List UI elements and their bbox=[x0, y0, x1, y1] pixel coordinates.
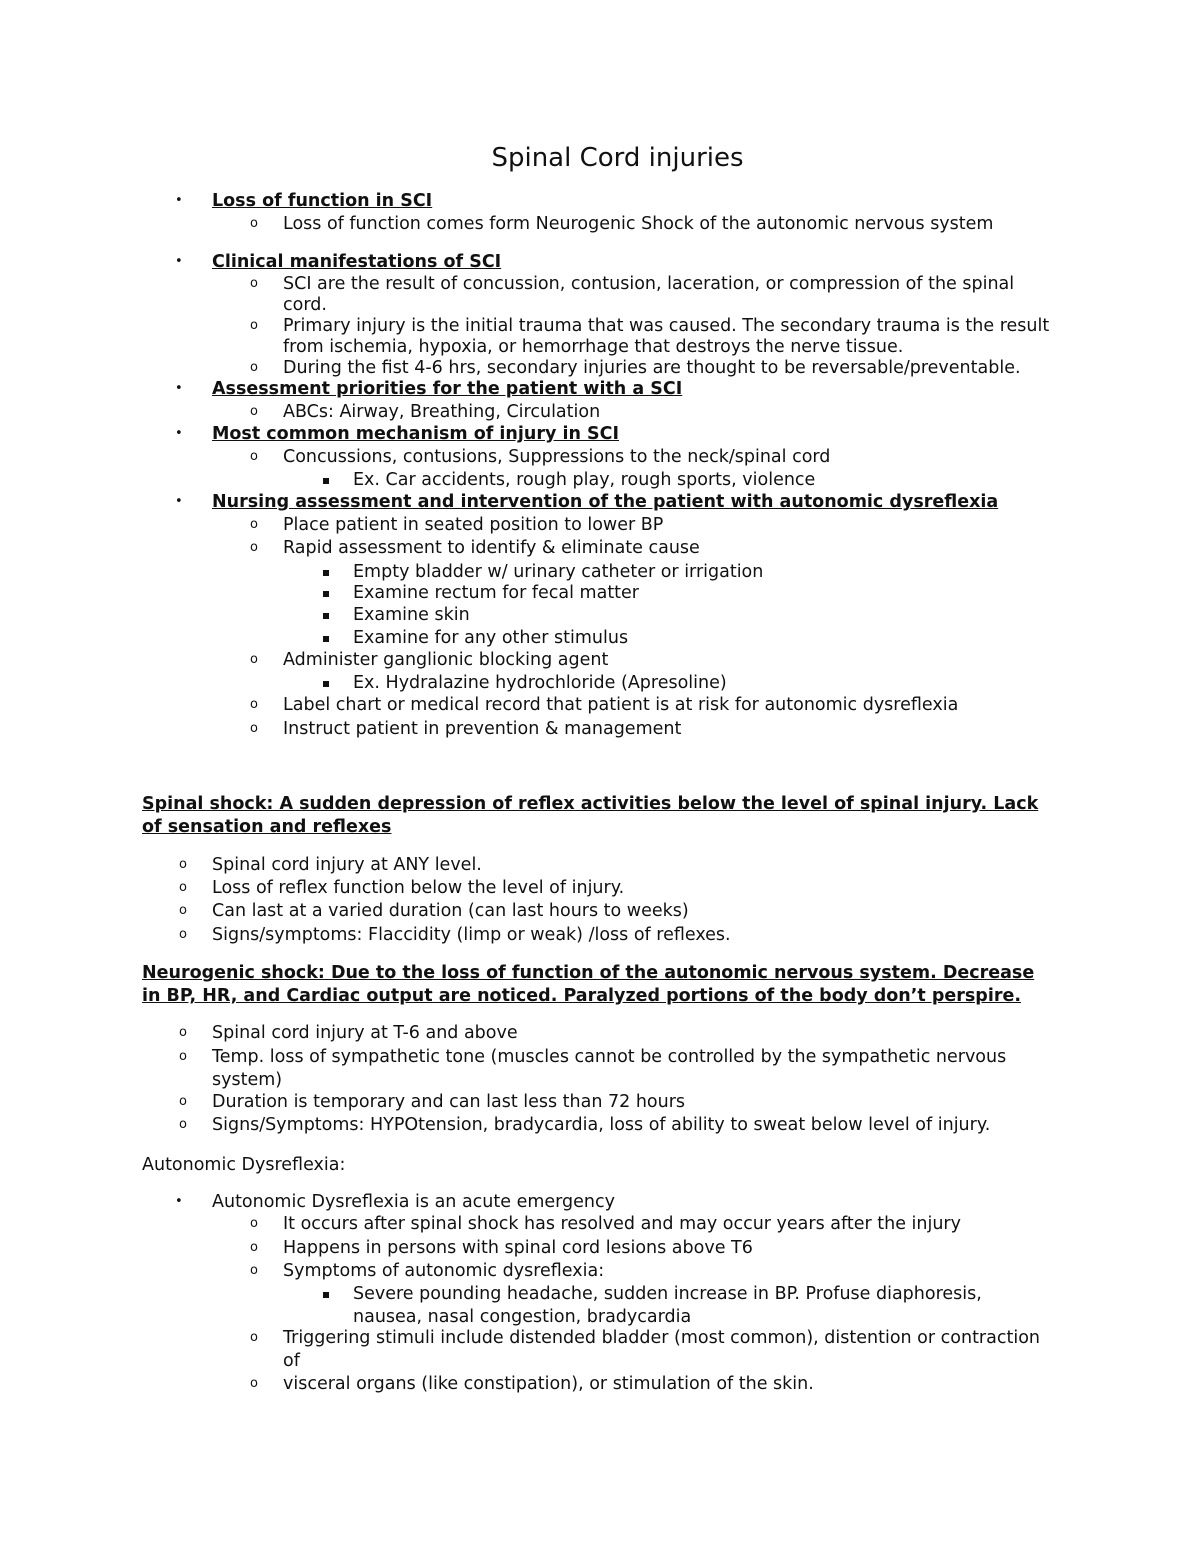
list-item-text: Place patient in seated position to lower BP bbox=[283, 515, 664, 535]
disc-bullet-icon: • bbox=[175, 381, 183, 396]
list-item-text: Severe pounding headache, sudden increase in BP. Profuse diaphoresis, bbox=[353, 1284, 982, 1304]
square-bullet-icon bbox=[323, 570, 329, 576]
circle-bullet-icon: o bbox=[250, 517, 258, 532]
section-heading: Most common mechanism of injury in SCI bbox=[212, 424, 619, 444]
page-title: Spinal Cord injuries bbox=[491, 143, 744, 173]
list-item-text: system) bbox=[212, 1070, 283, 1090]
list-item-text: Spinal cord injury at T-6 and above bbox=[212, 1023, 518, 1043]
list-item-text: Primary injury is the initial trauma that was caused. The secondary trauma is the result bbox=[283, 316, 1050, 336]
list-item-text: During the fist 4-6 hrs, secondary injuries are thought to be reversable/preventable. bbox=[283, 358, 1021, 378]
list-item-text: Signs/Symptoms: HYPOtension, bradycardia, loss of ability to sweat below level of injury. bbox=[212, 1115, 991, 1135]
circle-bullet-icon: o bbox=[250, 449, 258, 464]
list-item-text: Temp. loss of sympathetic tone (muscles cannot be controlled by the sympathetic nervous bbox=[212, 1047, 1007, 1067]
list-item-text: cord. bbox=[283, 295, 327, 315]
circle-bullet-icon: o bbox=[179, 1025, 187, 1040]
list-item-text: Label chart or medical record that patient is at risk for autonomic dysreflexia bbox=[283, 695, 959, 715]
list-item-text: Instruct patient in prevention & management bbox=[283, 719, 682, 739]
disc-bullet-icon: • bbox=[175, 426, 183, 441]
list-item-text: Spinal cord injury at ANY level. bbox=[212, 855, 482, 875]
circle-bullet-icon: o bbox=[179, 927, 187, 942]
circle-bullet-icon: o bbox=[179, 903, 187, 918]
circle-bullet-icon: o bbox=[250, 540, 258, 555]
list-item-text: Administer ganglionic blocking agent bbox=[283, 650, 609, 670]
section-heading: Spinal shock: A sudden depression of reflex activities below the level of spinal injury. Lack bbox=[142, 794, 1039, 814]
list-item-text: Examine skin bbox=[353, 605, 470, 625]
list-item-text: of bbox=[283, 1351, 300, 1371]
list-item-text: Concussions, contusions, Suppressions to the neck/spinal cord bbox=[283, 447, 831, 467]
disc-bullet-icon: • bbox=[175, 254, 183, 269]
list-item-text: SCI are the result of concussion, contusion, laceration, or compression of the spinal bbox=[283, 274, 1015, 294]
circle-bullet-icon: o bbox=[250, 697, 258, 712]
list-item-text: nausea, nasal congestion, bradycardia bbox=[353, 1307, 692, 1327]
circle-bullet-icon: o bbox=[250, 1376, 258, 1391]
circle-bullet-icon: o bbox=[250, 216, 258, 231]
square-bullet-icon bbox=[323, 1292, 329, 1298]
list-item-text: It occurs after spinal shock has resolved and may occur years after the injury bbox=[283, 1214, 961, 1234]
list-item-text: Ex. Car accidents, rough play, rough sports, violence bbox=[353, 470, 816, 490]
list-item-text: Duration is temporary and can last less than 72 hours bbox=[212, 1092, 686, 1112]
list-item-text: Symptoms of autonomic dysreflexia: bbox=[283, 1261, 605, 1281]
list-item-text: ABCs: Airway, Breathing, Circulation bbox=[283, 402, 601, 422]
list-item-text: Autonomic Dysreflexia is an acute emergency bbox=[212, 1192, 615, 1212]
circle-bullet-icon: o bbox=[250, 1330, 258, 1345]
section-heading: in BP, HR, and Cardiac output are noticed. Paralyzed portions of the body don’t perspire. bbox=[142, 986, 1021, 1006]
section-heading: of sensation and reflexes bbox=[142, 817, 392, 837]
square-bullet-icon bbox=[323, 591, 329, 597]
disc-bullet-icon: • bbox=[175, 494, 183, 509]
list-item-text: Autonomic Dysreflexia: bbox=[142, 1155, 346, 1175]
list-item-text: Examine for any other stimulus bbox=[353, 628, 629, 648]
square-bullet-icon bbox=[323, 681, 329, 687]
section-heading: Loss of function in SCI bbox=[212, 191, 433, 211]
section-heading: Nursing assessment and intervention of the patient with autonomic dysreflexia bbox=[212, 492, 999, 512]
list-item-text: Loss of reflex function below the level of injury. bbox=[212, 878, 625, 898]
disc-bullet-icon: • bbox=[175, 1194, 183, 1209]
circle-bullet-icon: o bbox=[179, 1117, 187, 1132]
disc-bullet-icon: • bbox=[175, 193, 183, 208]
circle-bullet-icon: o bbox=[250, 360, 258, 375]
circle-bullet-icon: o bbox=[250, 1263, 258, 1278]
list-item-text: from ischemia, hypoxia, or hemorrhage that destroys the nerve tissue. bbox=[283, 337, 904, 357]
circle-bullet-icon: o bbox=[250, 1216, 258, 1231]
list-item-text: Loss of function comes form Neurogenic Shock of the autonomic nervous system bbox=[283, 214, 994, 234]
list-item-text: Can last at a varied duration (can last hours to weeks) bbox=[212, 901, 689, 921]
list-item-text: Rapid assessment to identify & eliminate cause bbox=[283, 538, 700, 558]
list-item-text: Examine rectum for fecal matter bbox=[353, 583, 640, 603]
circle-bullet-icon: o bbox=[179, 857, 187, 872]
list-item-text: Signs/symptoms: Flaccidity (limp or weak) /loss of reflexes. bbox=[212, 925, 731, 945]
list-item-text: visceral organs (like constipation), or stimulation of the skin. bbox=[283, 1374, 814, 1394]
circle-bullet-icon: o bbox=[250, 276, 258, 291]
section-heading: Neurogenic shock: Due to the loss of function of the autonomic nervous system. Decrease bbox=[142, 963, 1035, 983]
circle-bullet-icon: o bbox=[250, 318, 258, 333]
circle-bullet-icon: o bbox=[250, 721, 258, 736]
list-item-text: Empty bladder w/ urinary catheter or irrigation bbox=[353, 562, 764, 582]
section-heading: Assessment priorities for the patient with a SCI bbox=[212, 379, 683, 399]
list-item-text: Triggering stimuli include distended bladder (most common), distention or contraction bbox=[283, 1328, 1040, 1348]
section-heading: Clinical manifestations of SCI bbox=[212, 252, 502, 272]
list-item-text: Happens in persons with spinal cord lesions above T6 bbox=[283, 1238, 753, 1258]
circle-bullet-icon: o bbox=[179, 880, 187, 895]
square-bullet-icon bbox=[323, 613, 329, 619]
square-bullet-icon bbox=[323, 636, 329, 642]
circle-bullet-icon: o bbox=[179, 1049, 187, 1064]
circle-bullet-icon: o bbox=[179, 1094, 187, 1109]
circle-bullet-icon: o bbox=[250, 404, 258, 419]
list-item-text: Ex. Hydralazine hydrochloride (Apresoline) bbox=[353, 673, 727, 693]
circle-bullet-icon: o bbox=[250, 652, 258, 667]
square-bullet-icon bbox=[323, 478, 329, 484]
circle-bullet-icon: o bbox=[250, 1240, 258, 1255]
